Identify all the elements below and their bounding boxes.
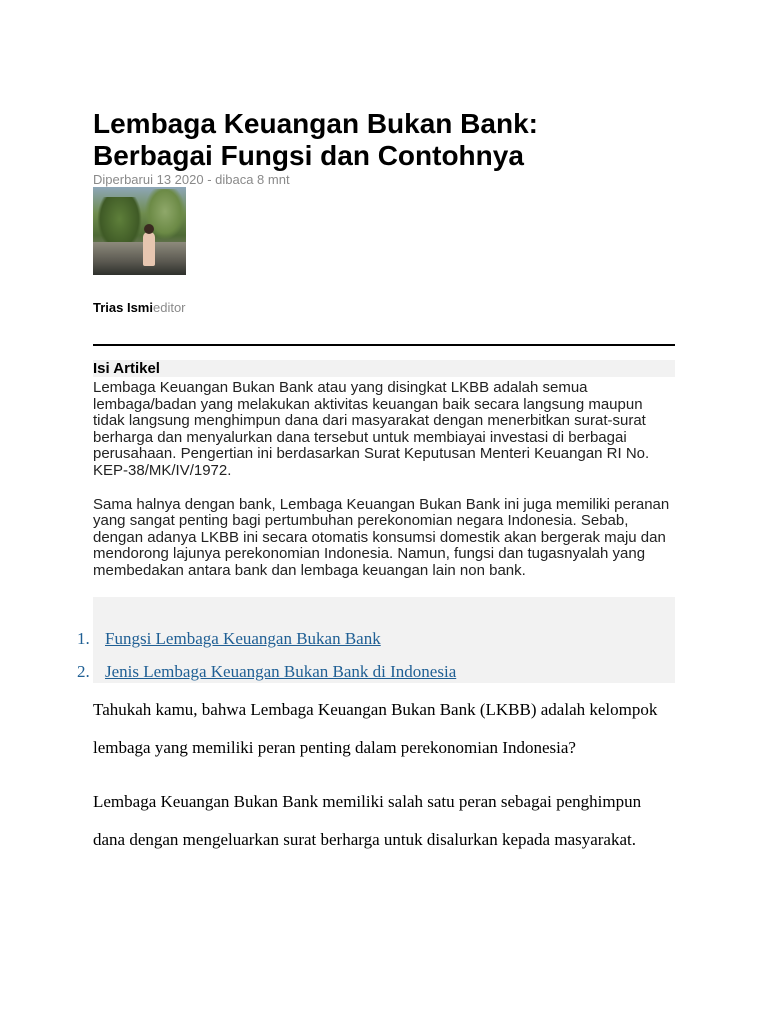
photo-person <box>143 232 155 266</box>
article-title <box>93 108 675 172</box>
table-of-contents <box>77 597 675 683</box>
body-paragraph-1: Tahukah kamu, bahwa Lembaga Keuangan Bukan Bank (LKBB) adalah kelompok lembaga yang memiliki peran penting dalam perekonomian Indonesia? <box>93 699 658 757</box>
toc-item <box>77 629 456 662</box>
photo-rock <box>93 242 186 275</box>
divider <box>93 344 675 346</box>
article-title-line1: Lembaga Keuangan Bukan Bank: <box>93 108 538 139</box>
toc-list <box>77 629 456 695</box>
photo-person-head <box>144 224 154 234</box>
toc-item-number: 1. <box>77 628 90 648</box>
toc-link-fungsi[interactable]: Fungsi Lembaga Keuangan Bukan Bank <box>105 628 381 648</box>
toc-heading: Isi Artikel <box>93 360 675 377</box>
body-paragraph-2: Lembaga Keuangan Bukan Bank memiliki salah satu peran sebagai penghimpun dana dengan mengeluarkan surat berharga untuk disalurkan kepada masyarakat. <box>93 791 642 849</box>
toc-link-jenis[interactable]: Jenis Lembaga Keuangan Bukan Bank di Indonesia <box>105 661 457 681</box>
intro-paragraph-1: Lembaga Keuangan Bukan Bank atau yang disingkat LKBB adalah semua lembaga/badan yang melakukan aktivitas keuangan baik secara langsung maupun tidak langsung menghimpun dana dari masyarakat dengan menerbitkan surat-surat berharga dan menyalurkan dana tersebut untuk membiayai investasi di berbagai perusahaan. Pengertian ini berdasarkan Surat Keputusan Menteri Keuangan RI No. KEP-38/MK/IV/1972. <box>93 379 650 479</box>
toc-item-number: 2. <box>77 661 90 681</box>
intro-paragraph-2: Sama halnya dengan bank, Lembaga Keuangan Bukan Bank ini juga memiliki peranan yang sangat penting bagi pertumbuhan perekonomian negara Indonesia. Sebab, dengan adanya LKBB ini secara otomatis konsumsi domestik akan bergerak maju dan mendorong lajunya perekonomian Indonesia. Namun, fungsi dan tugasnyalah yang membedakan antara bank dan lembaga keuangan lain non bank. <box>93 495 670 579</box>
author-byline <box>93 300 675 315</box>
article-meta: Diperbarui 13 2020 - dibaca 8 mnt <box>93 172 290 187</box>
author-name[interactable]: Trias Ismi <box>93 300 153 315</box>
author-photo <box>93 187 186 275</box>
article-title-line2: Berbagai Fungsi dan Contohnya <box>93 140 524 171</box>
toc-item <box>77 662 456 695</box>
author-role: editor <box>152 300 186 315</box>
article <box>77 108 675 859</box>
